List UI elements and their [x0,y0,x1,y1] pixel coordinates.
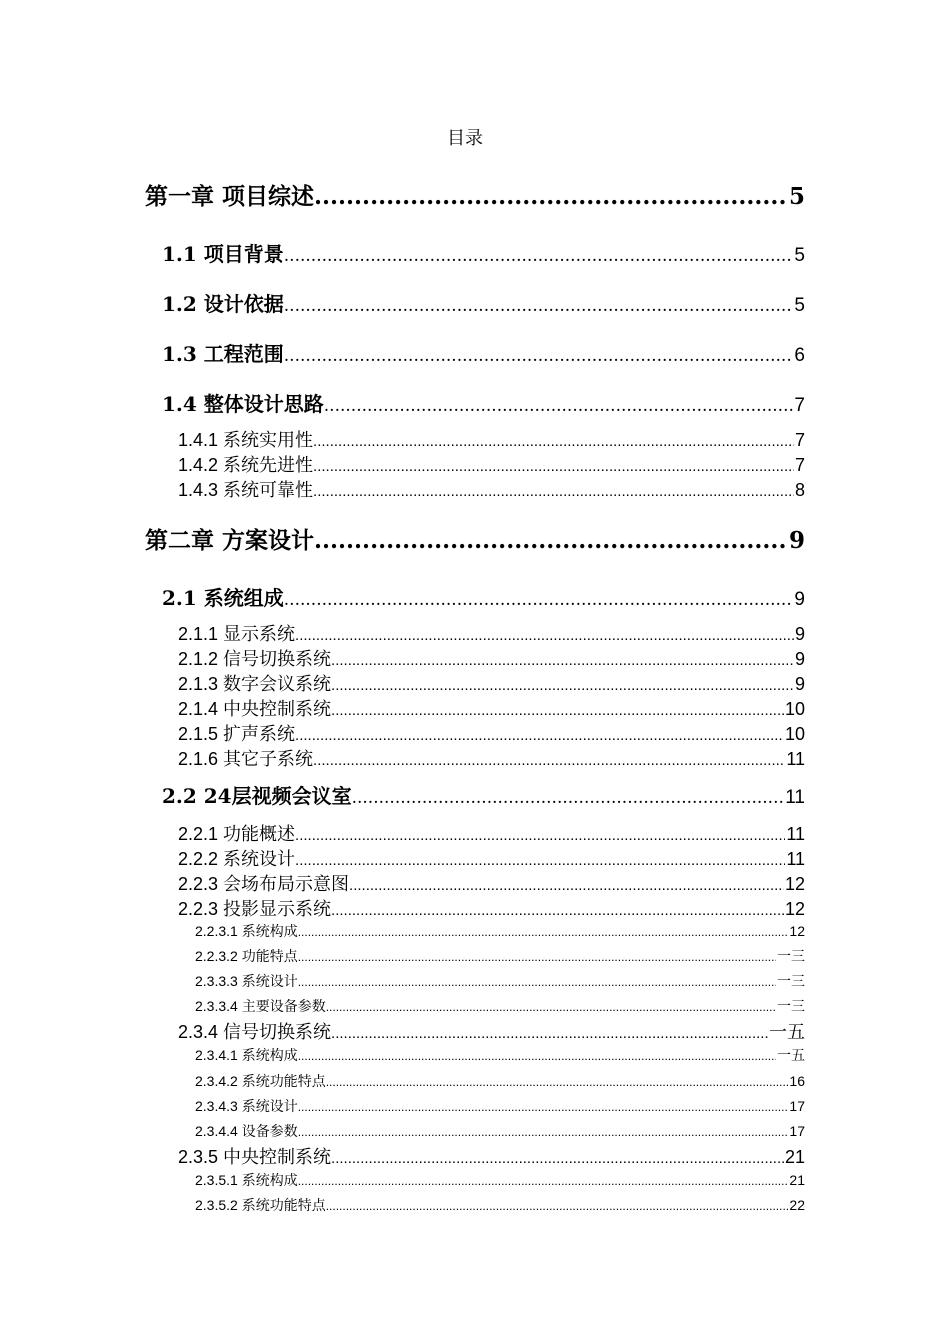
toc-entry-page: 21 [789,1172,805,1188]
toc-entry-label: 2.3.4 信号切换系统 [178,1022,332,1042]
toc-entry-page: 9 [794,674,805,694]
toc-entry-page: 11 [786,749,805,769]
toc-entry-page: 一三 [777,998,805,1014]
toc-entry-page: 12 [784,874,805,894]
toc-dot-leader [313,483,794,500]
toc-dot-leader [298,1100,789,1114]
toc-entry-page: 11 [785,787,805,808]
toc-dot-leader [298,950,776,964]
toc-entry[interactable] [162,238,805,267]
toc-entry[interactable] [178,720,805,746]
toc-dot-leader [284,346,794,366]
toc-entry-label: 2.2.3 会场布局示意图 [178,874,350,894]
toc-entry[interactable] [145,178,805,211]
toc-dot-leader [331,1025,768,1042]
toc-entry-page: 9 [794,589,805,610]
toc-entry[interactable] [178,870,805,896]
toc-entry-label: 1.4.3 系统可靠性 [178,480,314,500]
toc-dot-leader [295,852,785,869]
toc-dot-leader [298,1125,789,1139]
toc-dot-leader [295,827,785,844]
toc-entry-label: 2.1.4 中央控制系统 [178,699,332,719]
toc-entry-label: 2.1.3 数字会议系统 [178,674,332,694]
toc-entry[interactable] [145,522,805,555]
toc-entry[interactable] [195,1045,805,1065]
toc-entry[interactable] [178,620,805,646]
toc-entry[interactable] [178,476,805,502]
toc-entry-page: 一五 [769,1022,805,1042]
toc-dot-leader [313,458,794,475]
toc-entry-page: 7 [794,455,805,475]
toc-entry-page: 16 [789,1073,805,1089]
toc-dot-leader [324,396,794,416]
toc-entry-page: 17 [789,1098,805,1114]
toc-dot-leader [331,702,784,719]
toc-dot-leader [298,1049,776,1063]
toc-entry[interactable] [178,426,805,452]
toc-entry-page: 一三 [777,948,805,964]
toc-entry-page: 一五 [777,1047,805,1063]
toc-entry[interactable] [178,695,805,721]
toc-entry-label: 1.3 工程范围 [162,342,284,366]
toc-dot-leader [298,1174,789,1188]
toc-entry-label: 2.2 24层视频会议室 [162,784,352,808]
toc-entry[interactable] [162,288,805,317]
toc-entry-label: 2.1.1 显示系统 [178,624,296,644]
toc-entry[interactable] [178,451,805,477]
toc-dot-leader [326,1199,789,1213]
toc-entry-label: 2.3.3.4 主要设备参数 [195,998,326,1014]
toc-entry-label: 1.2 设计依据 [162,292,284,316]
toc-dot-leader [331,652,794,669]
toc-entry-page: 9 [794,649,805,669]
toc-entry-label: 第二章 方案设计 [145,527,315,554]
toc-entry-label: 2.3.5 中央控制系统 [178,1147,332,1167]
toc-entry-page: 17 [789,1123,805,1139]
toc-entry-label: 2.3.4.4 设备参数 [195,1123,298,1139]
toc-entry-label: 2.3.5.2 系统功能特点 [195,1197,326,1213]
toc-entry-page: 9 [788,527,805,554]
toc-entry-page: 12 [789,923,805,939]
toc-dot-leader [331,902,784,919]
toc-dot-leader [295,627,794,644]
toc-entry-label: 2.3.5.1 系统构成 [195,1172,298,1188]
toc-dot-leader [284,590,794,610]
toc-dot-leader [313,752,785,769]
toc-entry[interactable] [195,1170,805,1190]
toc-entry-label: 2.1.5 扩声系统 [178,724,296,744]
toc-entry-label: 2.2.1 功能概述 [178,824,296,844]
toc-entry-page: 10 [784,724,805,744]
toc-dot-leader [331,1150,784,1167]
toc-entry[interactable] [195,1071,805,1091]
toc-entry-label: 2.3.4.2 系统功能特点 [195,1073,326,1089]
toc-dot-leader [349,877,784,894]
toc-entry[interactable] [195,971,805,991]
toc-dot-leader [284,296,794,316]
toc-entry[interactable] [162,780,805,809]
toc-entry-label: 第一章 项目综述 [145,183,315,210]
toc-title: 目录 [447,128,483,149]
toc-entry[interactable] [195,1121,805,1141]
toc-entry-page: 22 [789,1197,805,1213]
toc-entry-label: 1.1 项目背景 [162,242,284,266]
toc-entry-page: 6 [794,345,805,366]
toc-entry[interactable] [162,582,805,611]
toc-entry[interactable] [195,996,805,1016]
toc-entry-label: 2.1 系统组成 [162,586,284,610]
toc-entry[interactable] [162,338,805,367]
toc-entry[interactable] [178,895,805,921]
toc-entry[interactable] [178,1018,805,1044]
toc-entry-label: 2.1.2 信号切换系统 [178,649,332,669]
toc-dot-leader [314,527,788,554]
toc-entry-page: 5 [788,183,805,210]
toc-dot-leader [314,183,788,210]
toc-dot-leader [331,677,794,694]
toc-entry-page: 5 [794,245,805,266]
toc-dot-leader [313,433,794,450]
toc-entry[interactable] [178,1143,805,1169]
toc-dot-leader [298,925,789,939]
toc-entry-label: 1.4.1 系统实用性 [178,430,314,450]
toc-entry-page: 10 [784,699,805,719]
toc-dot-leader [326,1000,776,1014]
toc-entry[interactable] [178,645,805,671]
toc-entry-label: 2.1.6 其它子系统 [178,749,314,769]
toc-entry[interactable] [178,820,805,846]
toc-dot-leader [326,1075,789,1089]
toc-entry-page: 一三 [777,973,805,989]
toc-dot-leader [295,727,784,744]
toc-entry[interactable] [178,745,805,771]
toc-entry[interactable] [195,1096,805,1116]
toc-entry-label: 1.4.2 系统先进性 [178,455,314,475]
toc-entry-page: 5 [794,295,805,316]
toc-entry-page: 7 [794,395,805,416]
toc-entry-page: 11 [786,824,805,844]
toc-entry[interactable] [195,946,805,966]
toc-entry-label: 1.4 整体设计思路 [162,392,324,416]
toc-entry-page: 7 [794,430,805,450]
toc-entry-label: 2.3.4.3 系统设计 [195,1098,298,1114]
toc-entry[interactable] [195,921,805,941]
toc-entry-label: 2.2.3 投影显示系统 [178,899,332,919]
toc-entry-page: 8 [794,480,805,500]
toc-entry[interactable] [178,845,805,871]
toc-entry[interactable] [178,670,805,696]
toc-dot-leader [298,975,776,989]
toc-entry-page: 21 [784,1147,805,1167]
toc-entry-page: 11 [786,849,805,869]
toc-entry-page: 9 [794,624,805,644]
toc-dot-leader [284,246,794,266]
toc-entry[interactable] [195,1195,805,1215]
toc-entry[interactable] [162,388,805,417]
toc-entry-label: 2.2.2 系统设计 [178,849,296,869]
toc-entry-label: 2.3.3.3 系统设计 [195,973,298,989]
toc-dot-leader [352,788,785,808]
toc-entry-label: 2.2.3.2 功能特点 [195,948,298,964]
toc-entry-page: 12 [784,899,805,919]
toc-entry-label: 2.2.3.1 系统构成 [195,923,298,939]
toc-entry-label: 2.3.4.1 系统构成 [195,1047,298,1063]
